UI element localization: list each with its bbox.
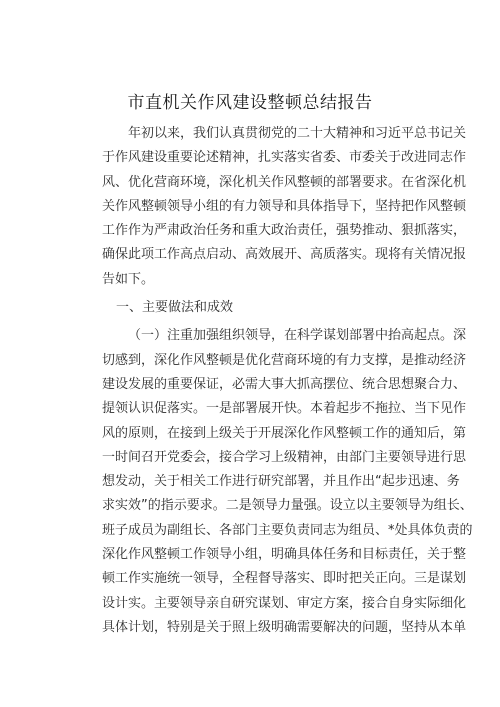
paragraph-line: （一）注重加强组织领导，在科学谋划部署中抬高起点。深	[128, 328, 467, 344]
paragraph-line: 风的原则，在接到上级关于开展深化作风整顿工作的通知后，第	[102, 425, 467, 441]
paragraph-line: 具体计划，特别是关于照上级明确需要解决的问题，坚持从本单	[102, 619, 467, 635]
paragraph-line: 班子成员为副组长、各部门主要负责同志为组员、*处具体负责的	[102, 522, 473, 538]
paragraph-line: 切感到，深化作风整顿是优化营商环境的有力支撑，是推动经济	[102, 352, 467, 368]
paragraph-line: 确保此项工作高点启动、高效展开、高质落实。现将有关情况报	[102, 247, 467, 263]
paragraph-line: 求实效”的指示要求。二是领导力量强。设立以主要领导为组长、	[102, 498, 473, 514]
paragraph-line: 想发动，关于相关工作进行研究部署，并且作出“起步迅速、务	[102, 474, 460, 490]
paragraph-line: 设计实。主要领导亲自研究谋划、审定方案，接合自身实际细化	[102, 595, 467, 611]
paragraph-line: 一时间召开党委会，接合学习上级精神，由部门主要领导进行思	[102, 449, 467, 465]
paragraph-line: 建设发展的重要保证，必需大事大抓高摆位、统合思想聚合力、	[102, 376, 467, 392]
paragraph-line: 关作风整顿领导小组的有力领导和具体指导下，坚持把作风整顿	[102, 198, 467, 214]
paragraph-line: 提领认识促落实。一是部署展开快。本着起步不拖拉、当下见作	[102, 401, 467, 417]
paragraph-line: 顿工作实施统一领导，全程督导落实、即时把关正向。三是谋划	[102, 571, 467, 587]
document-title: 市直机关作风建设整顿总结报告	[127, 93, 373, 113]
section-heading: 一、主要做法和成效	[116, 300, 234, 316]
paragraph-line: 年初以来，我们认真贯彻党的二十大精神和习近平总书记关	[128, 126, 467, 141]
paragraph-line: 深化作风整顿工作领导小组，明确具体任务和目标责任，关于整	[102, 547, 467, 563]
paragraph-line: 告如下。	[102, 271, 155, 287]
paragraph-line: 风、优化营商环境，深化机关作风整顿的部署要求。在省深化机	[102, 174, 467, 190]
paragraph-line: 于作风建设重要论述精神，扎实落实省委、市委关于改进同志作	[102, 150, 467, 166]
paragraph-line: 工作作为严肃政治任务和重大政治责任，强势推动、狠抓落实，	[102, 223, 467, 239]
document-body	[102, 122, 473, 640]
